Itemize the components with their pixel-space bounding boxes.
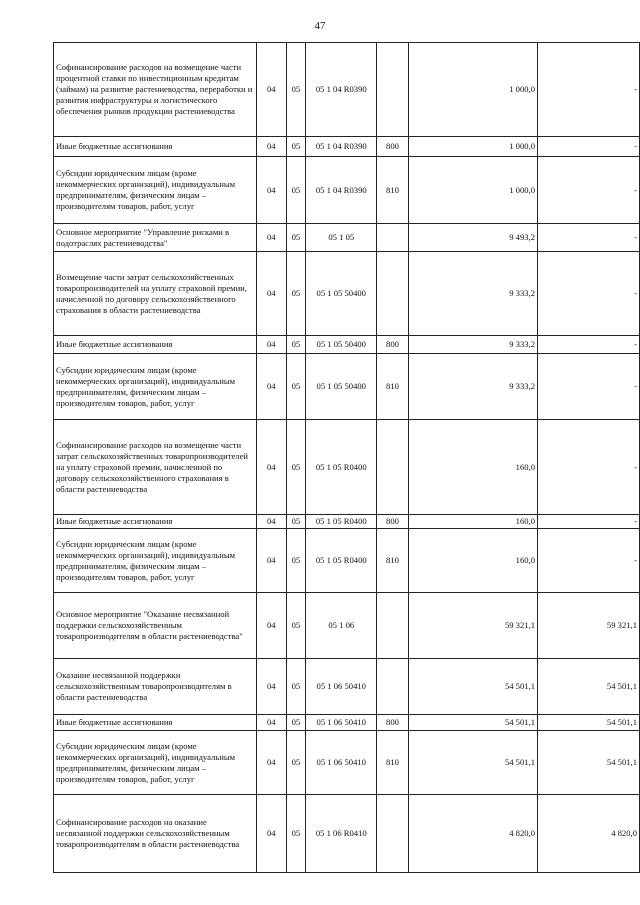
row-sum-2: - (538, 420, 640, 515)
row-sum-2: 54 501,1 (538, 715, 640, 731)
row-sum-1: 9 493,2 (408, 224, 537, 252)
row-name: Возмещение части затрат сельскохозяйственных товаропроизводителей на уплату страховой премии, начисленной по договору сельскохозяйственного страхования в области растениеводства (54, 252, 257, 336)
row-subsection: 05 (286, 795, 306, 873)
table-row (54, 659, 640, 715)
row-target-code: 05 1 06 50410 (306, 731, 377, 795)
row-sum-1: 160,0 (408, 420, 537, 515)
row-sum-1: 54 501,1 (408, 715, 537, 731)
row-subsection: 05 (286, 659, 306, 715)
row-sum-2: - (538, 157, 640, 224)
row-sum-2: 59 321,1 (538, 593, 640, 659)
row-section: 04 (256, 659, 286, 715)
row-section: 04 (256, 336, 286, 354)
row-subsection: 05 (286, 420, 306, 515)
row-subsection: 05 (286, 137, 306, 157)
page-number: 47 (314, 20, 326, 32)
table-row (54, 354, 640, 420)
row-expense-type: 800 (377, 715, 409, 731)
row-expense-type (377, 252, 409, 336)
table-row (54, 731, 640, 795)
row-subsection: 05 (286, 336, 306, 354)
row-section: 04 (256, 43, 286, 137)
row-section: 04 (256, 224, 286, 252)
row-expense-type (377, 43, 409, 137)
row-expense-type: 800 (377, 336, 409, 354)
table-row (54, 420, 640, 515)
row-section: 04 (256, 252, 286, 336)
row-sum-1: 1 000,0 (408, 157, 537, 224)
row-target-code: 05 1 05 R0400 (306, 515, 377, 529)
row-section: 04 (256, 137, 286, 157)
row-target-code: 05 1 05 50400 (306, 336, 377, 354)
table-row (54, 157, 640, 224)
row-subsection: 05 (286, 593, 306, 659)
row-target-code: 05 1 04 R0390 (306, 157, 377, 224)
row-sum-1: 9 333,2 (408, 252, 537, 336)
row-sum-1: 54 501,1 (408, 659, 537, 715)
table-row (54, 252, 640, 336)
row-target-code: 05 1 06 (306, 593, 377, 659)
row-expense-type (377, 659, 409, 715)
row-section: 04 (256, 529, 286, 593)
row-name: Основное мероприятие "Управление рисками в подотраслях растениеводства" (54, 224, 257, 252)
row-section: 04 (256, 515, 286, 529)
row-subsection: 05 (286, 515, 306, 529)
row-section: 04 (256, 157, 286, 224)
row-target-code: 05 1 04 R0390 (306, 43, 377, 137)
row-sum-1: 9 333,2 (408, 336, 537, 354)
row-sum-1: 4 820,0 (408, 795, 537, 873)
table-row (54, 43, 640, 137)
table-row (54, 336, 640, 354)
row-expense-type (377, 593, 409, 659)
row-name: Основное мероприятие "Оказание несвязанной поддержки сельскохозяйственным товаропроизводителям в области растениеводства" (54, 593, 257, 659)
row-expense-type (377, 420, 409, 515)
row-name: Софинансирование расходов на возмещение части процентной ставки по инвестиционным кредитам (займам) на развитие растениеводства, переработки и развития инфраструктуры и логистического обеспечения рынков продукции растениеводства (54, 43, 257, 137)
row-name: Оказание несвязанной поддержки сельскохозяйственным товаропроизводителям в области растениеводства (54, 659, 257, 715)
row-target-code: 05 1 04 R0390 (306, 137, 377, 157)
row-name: Иные бюджетные ассигнования (54, 137, 257, 157)
row-expense-type: 810 (377, 157, 409, 224)
row-sum-2: 54 501,1 (538, 659, 640, 715)
row-section: 04 (256, 731, 286, 795)
row-sum-2: - (538, 137, 640, 157)
row-name: Иные бюджетные ассигнования (54, 715, 257, 731)
row-sum-2: - (538, 354, 640, 420)
row-name: Иные бюджетные ассигнования (54, 515, 257, 529)
row-section: 04 (256, 354, 286, 420)
row-name: Субсидии юридическим лицам (кроме некоммерческих организаций), индивидуальным предпринимателям, физическим лицам – производителям товаров, работ, услуг (54, 354, 257, 420)
row-sum-2: - (538, 224, 640, 252)
row-sum-1: 54 501,1 (408, 731, 537, 795)
row-subsection: 05 (286, 715, 306, 731)
row-target-code: 05 1 06 50410 (306, 715, 377, 731)
row-name: Субсидии юридическим лицам (кроме некоммерческих организаций), индивидуальным предпринимателям, физическим лицам – производителям товаров, работ, услуг (54, 157, 257, 224)
row-section: 04 (256, 420, 286, 515)
row-sum-2: - (538, 515, 640, 529)
row-sum-2: - (538, 336, 640, 354)
row-subsection: 05 (286, 354, 306, 420)
row-target-code: 05 1 06 R0410 (306, 795, 377, 873)
row-name: Иные бюджетные ассигнования (54, 336, 257, 354)
row-sum-2: - (538, 252, 640, 336)
row-section: 04 (256, 593, 286, 659)
row-target-code: 05 1 05 (306, 224, 377, 252)
row-name: Софинансирование расходов на возмещение части затрат сельскохозяйственных товаропроизводителей на уплату страховой премии, начисленной по договору сельскохозяйственного страхования в области растениеводства (54, 420, 257, 515)
row-sum-2: 54 501,1 (538, 731, 640, 795)
row-target-code: 05 1 05 50400 (306, 354, 377, 420)
budget-table (53, 42, 640, 873)
row-expense-type: 810 (377, 731, 409, 795)
row-sum-1: 9 333,2 (408, 354, 537, 420)
row-name: Субсидии юридическим лицам (кроме некоммерческих организаций), индивидуальным предпринимателям, физическим лицам – производителям товаров, работ, услуг (54, 731, 257, 795)
row-subsection: 05 (286, 731, 306, 795)
row-name: Субсидии юридическим лицам (кроме некоммерческих организаций), индивидуальным предпринимателям, физическим лицам – производителям товаров, работ, услуг (54, 529, 257, 593)
row-name: Софинансирование расходов на оказание несвязанной поддержки сельскохозяйственным товаропроизводителям в области растениеводства (54, 795, 257, 873)
row-sum-1: 1 000,0 (408, 43, 537, 137)
table-row (54, 224, 640, 252)
row-expense-type: 800 (377, 137, 409, 157)
row-subsection: 05 (286, 157, 306, 224)
row-subsection: 05 (286, 43, 306, 137)
row-expense-type: 810 (377, 354, 409, 420)
row-sum-1: 59 321,1 (408, 593, 537, 659)
row-subsection: 05 (286, 224, 306, 252)
table-row (54, 795, 640, 873)
row-target-code: 05 1 06 50410 (306, 659, 377, 715)
table-row (54, 529, 640, 593)
row-target-code: 05 1 05 R0400 (306, 420, 377, 515)
row-subsection: 05 (286, 252, 306, 336)
table-row (54, 593, 640, 659)
table-row (54, 137, 640, 157)
row-subsection: 05 (286, 529, 306, 593)
row-sum-2: - (538, 529, 640, 593)
row-expense-type (377, 224, 409, 252)
row-target-code: 05 1 05 R0400 (306, 529, 377, 593)
row-sum-2: 4 820,0 (538, 795, 640, 873)
table-row (54, 515, 640, 529)
row-sum-1: 1 000,0 (408, 137, 537, 157)
table-row (54, 715, 640, 731)
row-section: 04 (256, 715, 286, 731)
row-sum-1: 160,0 (408, 529, 537, 593)
row-expense-type (377, 795, 409, 873)
row-section: 04 (256, 795, 286, 873)
row-target-code: 05 1 05 50400 (306, 252, 377, 336)
row-sum-1: 160,0 (408, 515, 537, 529)
row-expense-type: 810 (377, 529, 409, 593)
row-expense-type: 800 (377, 515, 409, 529)
row-sum-2: - (538, 43, 640, 137)
